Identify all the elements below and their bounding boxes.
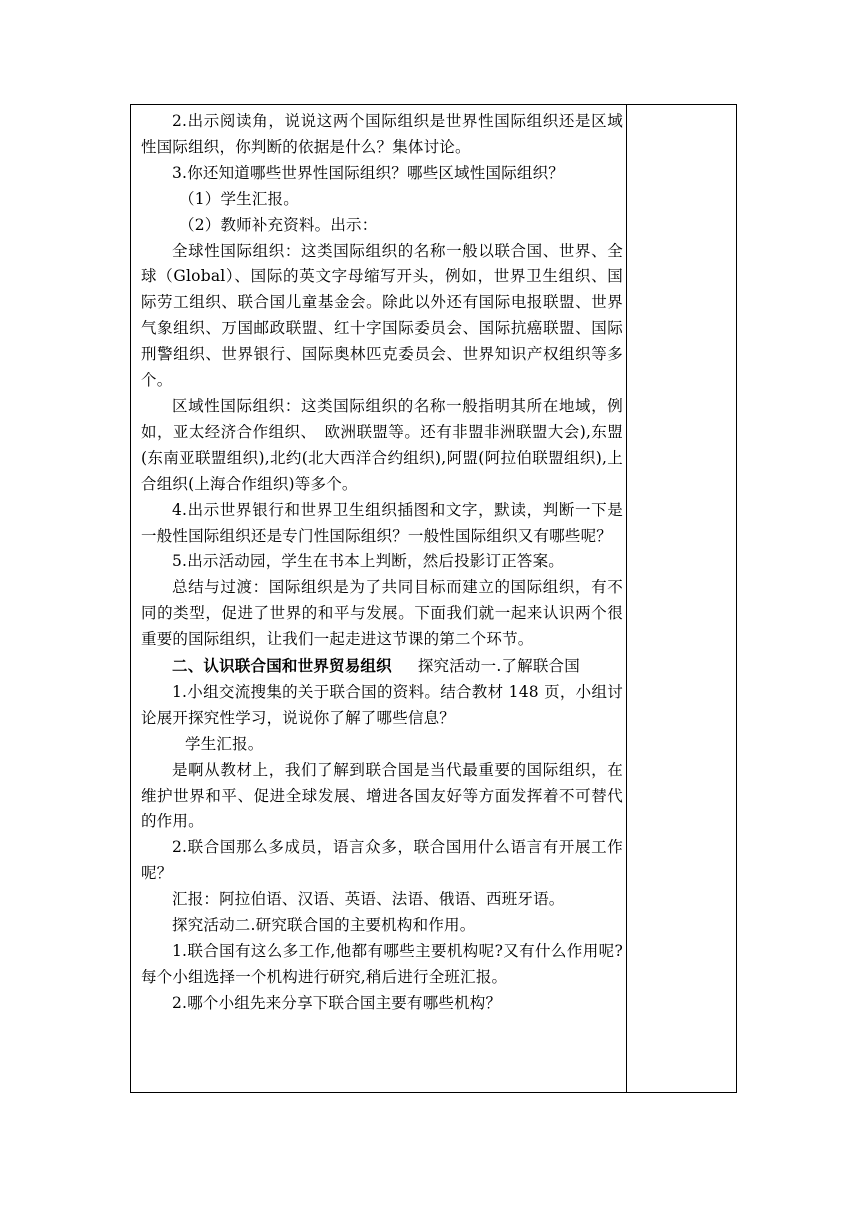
paragraph-un-organs-question: 1.联合国有这么多工作,他都有哪些主要机构呢?又有什么作用呢?每个小组选择一个机构进行研究,稍后进行全班汇报。 <box>141 942 623 986</box>
notes-column-cell <box>627 105 736 1092</box>
paragraph-group-share: 2.哪个小组先来分享下联合国主要有哪些机构？ <box>172 993 502 1012</box>
paragraph-un-importance: 是啊从教材上，我们了解到联合国是当代最重要的国际组织，在维护世界和平、促进全球发展、增进各国友好等方面发挥着不可替代的作用。 <box>141 760 623 831</box>
paragraph-summary-transition: 总结与过渡：国际组织是为了共同目标而建立的国际组织，有不同的类型，促进了世界的和平与发展。下面我们就一起来认识两个很重要的国际组织，让我们一起走进这节课的第二个环节。 <box>141 578 623 649</box>
paragraph-step-2: 2.出示阅读角，说说这两个国际组织是世界性国际组织还是区域性国际组织，你判断的依据是什么？集体讨论。 <box>141 112 623 156</box>
activity-one-title: 探究活动一.了解联合国 <box>417 657 580 676</box>
paragraph-un-languages-question: 2.联合国那么多成员，语言众多，联合国用什么语言有开展工作呢？ <box>141 838 623 883</box>
paragraph-regional-orgs: 区域性国际组织：这类国际组织的名称一般指明其所在地域，例如，亚太经济合作组织、 欧洲联盟等。还有非盟非洲联盟大会),东盟(东南亚联盟组织),北约(北大西洋合约组织),阿盟(阿拉伯联盟组织),上合组织(上海合作组织)等多个。 <box>141 396 623 493</box>
lesson-table <box>130 104 737 1093</box>
paragraph-group-discussion: 1.小组交流搜集的关于联合国的资料。结合教材 148 页，小组讨论展开探究性学习，说说你了解了哪些信息？ <box>141 682 623 727</box>
paragraph-teacher-materials: （2）教师补充资料。出示： <box>179 215 378 234</box>
paragraph-activity-two: 探究活动二.研究联合国的主要机构和作用。 <box>172 916 476 935</box>
section-two-heading: 二、认识联合国和世界贸易组织 <box>172 656 392 676</box>
paragraph-global-orgs: 全球性国际组织：这类国际组织的名称一般以联合国、世界、全球（Global）、国际的英文字母缩写开头，例如，世界卫生组织、国际劳工组织、联合国儿童基金会。除此以外还有国际电报联盟、世界气象组织、万国邮政联盟、红十字国际委员会、国际抗癌联盟、国际刑警组织、世界银行、国际奥林匹克委员会、世界知识产权组织等多个。 <box>141 241 623 390</box>
lesson-content-cell <box>141 109 623 1017</box>
paragraph-section-two <box>141 653 623 680</box>
paragraph-step-3: 3.你还知道哪些世界性国际组织？哪些区域性国际组织？ <box>172 163 564 182</box>
paragraph-student-report: （1）学生汇报。 <box>179 189 299 208</box>
paragraph-step-5: 5.出示活动园，学生在书本上判断，然后投影订正答案。 <box>172 552 564 571</box>
paragraph-un-languages-answer: 汇报：阿拉伯语、汉语、英语、法语、俄语、西班牙语。 <box>172 890 565 909</box>
paragraph-step-4: 4.出示世界银行和世界卫生组织插图和文字，默读，判断一下是一般性国际组织还是专门性国际组织？一般性国际组织又有哪些呢？ <box>141 500 623 545</box>
paragraph-student-report-2: 学生汇报。 <box>185 734 264 753</box>
